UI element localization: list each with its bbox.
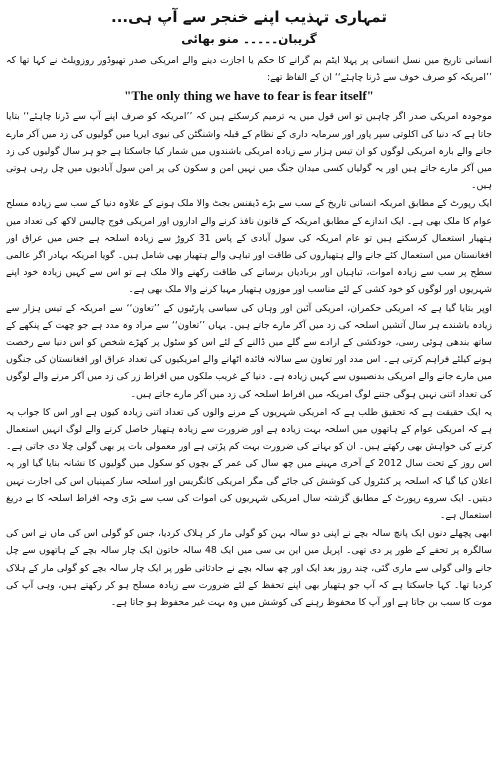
paragraph-2: موجودہ امریکی صدر اگر چاہیں تو اس قول میں یہ ترمیم کرسکتے ہیں کہ ’’امریکہ کو صرف اپنے آپ سے ڈرنا چاہئے‘‘ بتایا جاتا ہے کہ دنیا کی اکلوتی سپر پاور اور سرمایہ داری کے نظام کے قبلہ واشنگٹن کی نیوی ایریا میں گولیوں کی زد میں آکر مارے جانے والے بارہ امریکی لوگوں کو ان تیس ہزار سے زیادہ امریکی باشندوں میں شمار کیا جاسکتا ہے جو ہر سال گولیوں کی زد میں آکر مارے جاتے ہیں اور یہ گولیاں کسی میدان جنگ میں نہیں امن و سکون کی پر امن سول آبادیوں میں چل رہی ہوتی ہیں۔ <box>6 111 492 192</box>
english-quote: "The only thing we have to fear is fear itself" <box>124 88 374 104</box>
article-body <box>6 52 492 742</box>
paragraph-1: انسانی تاریخ میں نسل انسانی پر پہلا ایٹم بم گرانے کا حکم یا اجازت دینے والے امریکی صدر تھیوڈور روزویلٹ نے کہا تھا کہ ’’امریکہ کو صرف خوف سے ڈرنا چاہئے‘‘ ان کے الفاظ تھے: <box>6 55 492 84</box>
paragraph-4: اوپر بتایا گیا ہے کہ امریکی حکمران، امریکی آئین اور وہاں کی سیاسی پارٹیوں کے ’’تعاون‘‘ سے امریکہ کے تیس ہزار سے زیادہ باشندے ہر سال آتشیں اسلحہ کی زد میں آکر مارے جاتے ہیں۔ یہاں ’’تعاون‘‘ سے مراد وہ مدد ہے جو چھت کے پنکھے کے ساتھ بندھی ہوئی رسی، خودکشی کے ارادے سے گلے میں ڈالنے کے لئے اس کو سٹول پر کھڑے شخص کو اس دنیا سے رخصت ہونے کیلئے فراہم کرتی ہے۔ اس مدد اور تعاون سے سالانہ فائدہ اٹھانے والے امریکیوں کی تعداد عراق اور افغانستان کی جنگوں میں مارے جانے والے امریکی بدنصیبوں سے کہیں زیادہ ہے۔ دنیا کے غریب ملکوں میں افراط زر کی زد میں آکر مرنے والے لوگوں کی تعداد اتنی نہیں ہوگی جتنے لوگ امریکہ میں افراط اسلحہ کی زد میں آکر مارے جاتے ہیں۔ <box>6 302 492 400</box>
paragraph-6: ابھی پچھلے دنوں ایک پانچ سالہ بچے نے اپنی دو سالہ بہن کو گولی مار کر ہلاک کردیا، جس کو گولی اس کی ماں نے اس کی سالگرہ پر تحفے کے طور پر دی تھی۔ اپریل میں این بی سی میں ایک 48 سالہ خاتون ایک چار سالہ بچے کے ہاتھوں سے چل جانے والی گولی سے ماری گئی، چند روز بعد ایک اور چھ سالہ بچے نے حادثاتی طور پر ایک چار سالہ بچے کو گولی مار کے ہلاک کردیا تھا۔ کہا جاسکتا ہے کہ آپ جو ہتھیار بھی اپنے تحفظ کے لئے ضرورت سے زیادہ مسلح ہو کر رکھتے ہیں، وہی آپ کی موت کا سبب بن جاتا ہے اور آپ کا محفوظ رہنے کی کوشش میں وہ بہت غیر محفوظ ہو جاتا ہے۔ <box>6 528 492 609</box>
paragraph-5: یہ ایک حقیقت ہے کہ تحقیق طلب ہے کہ امریکی شہریوں کے مرنے والوں کی تعداد اتنی زیادہ کیوں ہے اور اس کا جواب یہ ہے کہ امریکی عوام کے ہاتھوں میں اسلحہ بہت زیادہ ہے اور ضرورت سے زیادہ ہتھیار خاصل کرنے والے لوگ انہیں استعمال کرنے کی خواہش بھی رکھتے ہیں۔ ان کو بہانے کی ضرورت بہت کم پڑتی ہے اور معمولی بات پر بھی گولی چلا دی جاتی ہے۔ اس روز کے تحت سال 2012 کے آخری مہینے میں چھ سال کی عمر کے بچوں کو سکول میں گولیوں کا نشانہ بنایا گیا اور یہ اعلان کیا گیا کہ اسلحہ پر کنٹرول کی کوشش کی جائے گی مگر امریکی کانگریس اور اسلحہ ساز کمپنیاں اس کی اجازت نہیں دیتیں۔ ایک سروے رپورٹ کے مطابق گزشتہ سال امریکی شہریوں کی اموات کی سب سے بڑی وجہ افراط اسلحہ کا بے دریغ استعمال ہے۔ <box>6 406 492 522</box>
article-byline: گریبان۔۔۔۔۔ منو بھائی <box>181 32 317 46</box>
article-headline: تمہاری تہذیب اپنے خنجر سے آپ ہی... <box>111 8 387 26</box>
paragraph-3: ایک رپورٹ کے مطابق امریکہ انسانی تاریخ کے سب سے بڑے ڈیفنس بجٹ والا ملک ہونے کے علاوہ دنیا کے سب سے زیادہ مسلح عوام کا ملک بھی ہے۔ ایک اندازے کے مطابق امریکہ کے قانون نافذ کرنے والے اداروں اور امریکی فوج چالیس لاکھ کی تعداد میں ہتھیار استعمال کرسکتے ہیں تو عام امریکہ کی سول آبادی کے پاس 31 کروڑ سے زیادہ اسلحہ ہے جس میں عراق اور افغانستان میں استعمال کئے جانے والے ہتھیاروں کی طاقت اور تباہی والے ہتھیار بھی شامل ہیں۔ گویا امریکہ بہادر اگر عالمی سطح پر سب سے زیادہ اموات، تباہیاں اور بربادیاں برسانے کی طاقت رکھنے والا ملک ہے تو اس سے کہیں زیادہ خود اپنے شہریوں اور لوگوں کو خود کشی کے لئے مناسب اور موزوں ہتھیار مہیا کرنے والا ملک بھی ہے۔ <box>6 198 492 296</box>
